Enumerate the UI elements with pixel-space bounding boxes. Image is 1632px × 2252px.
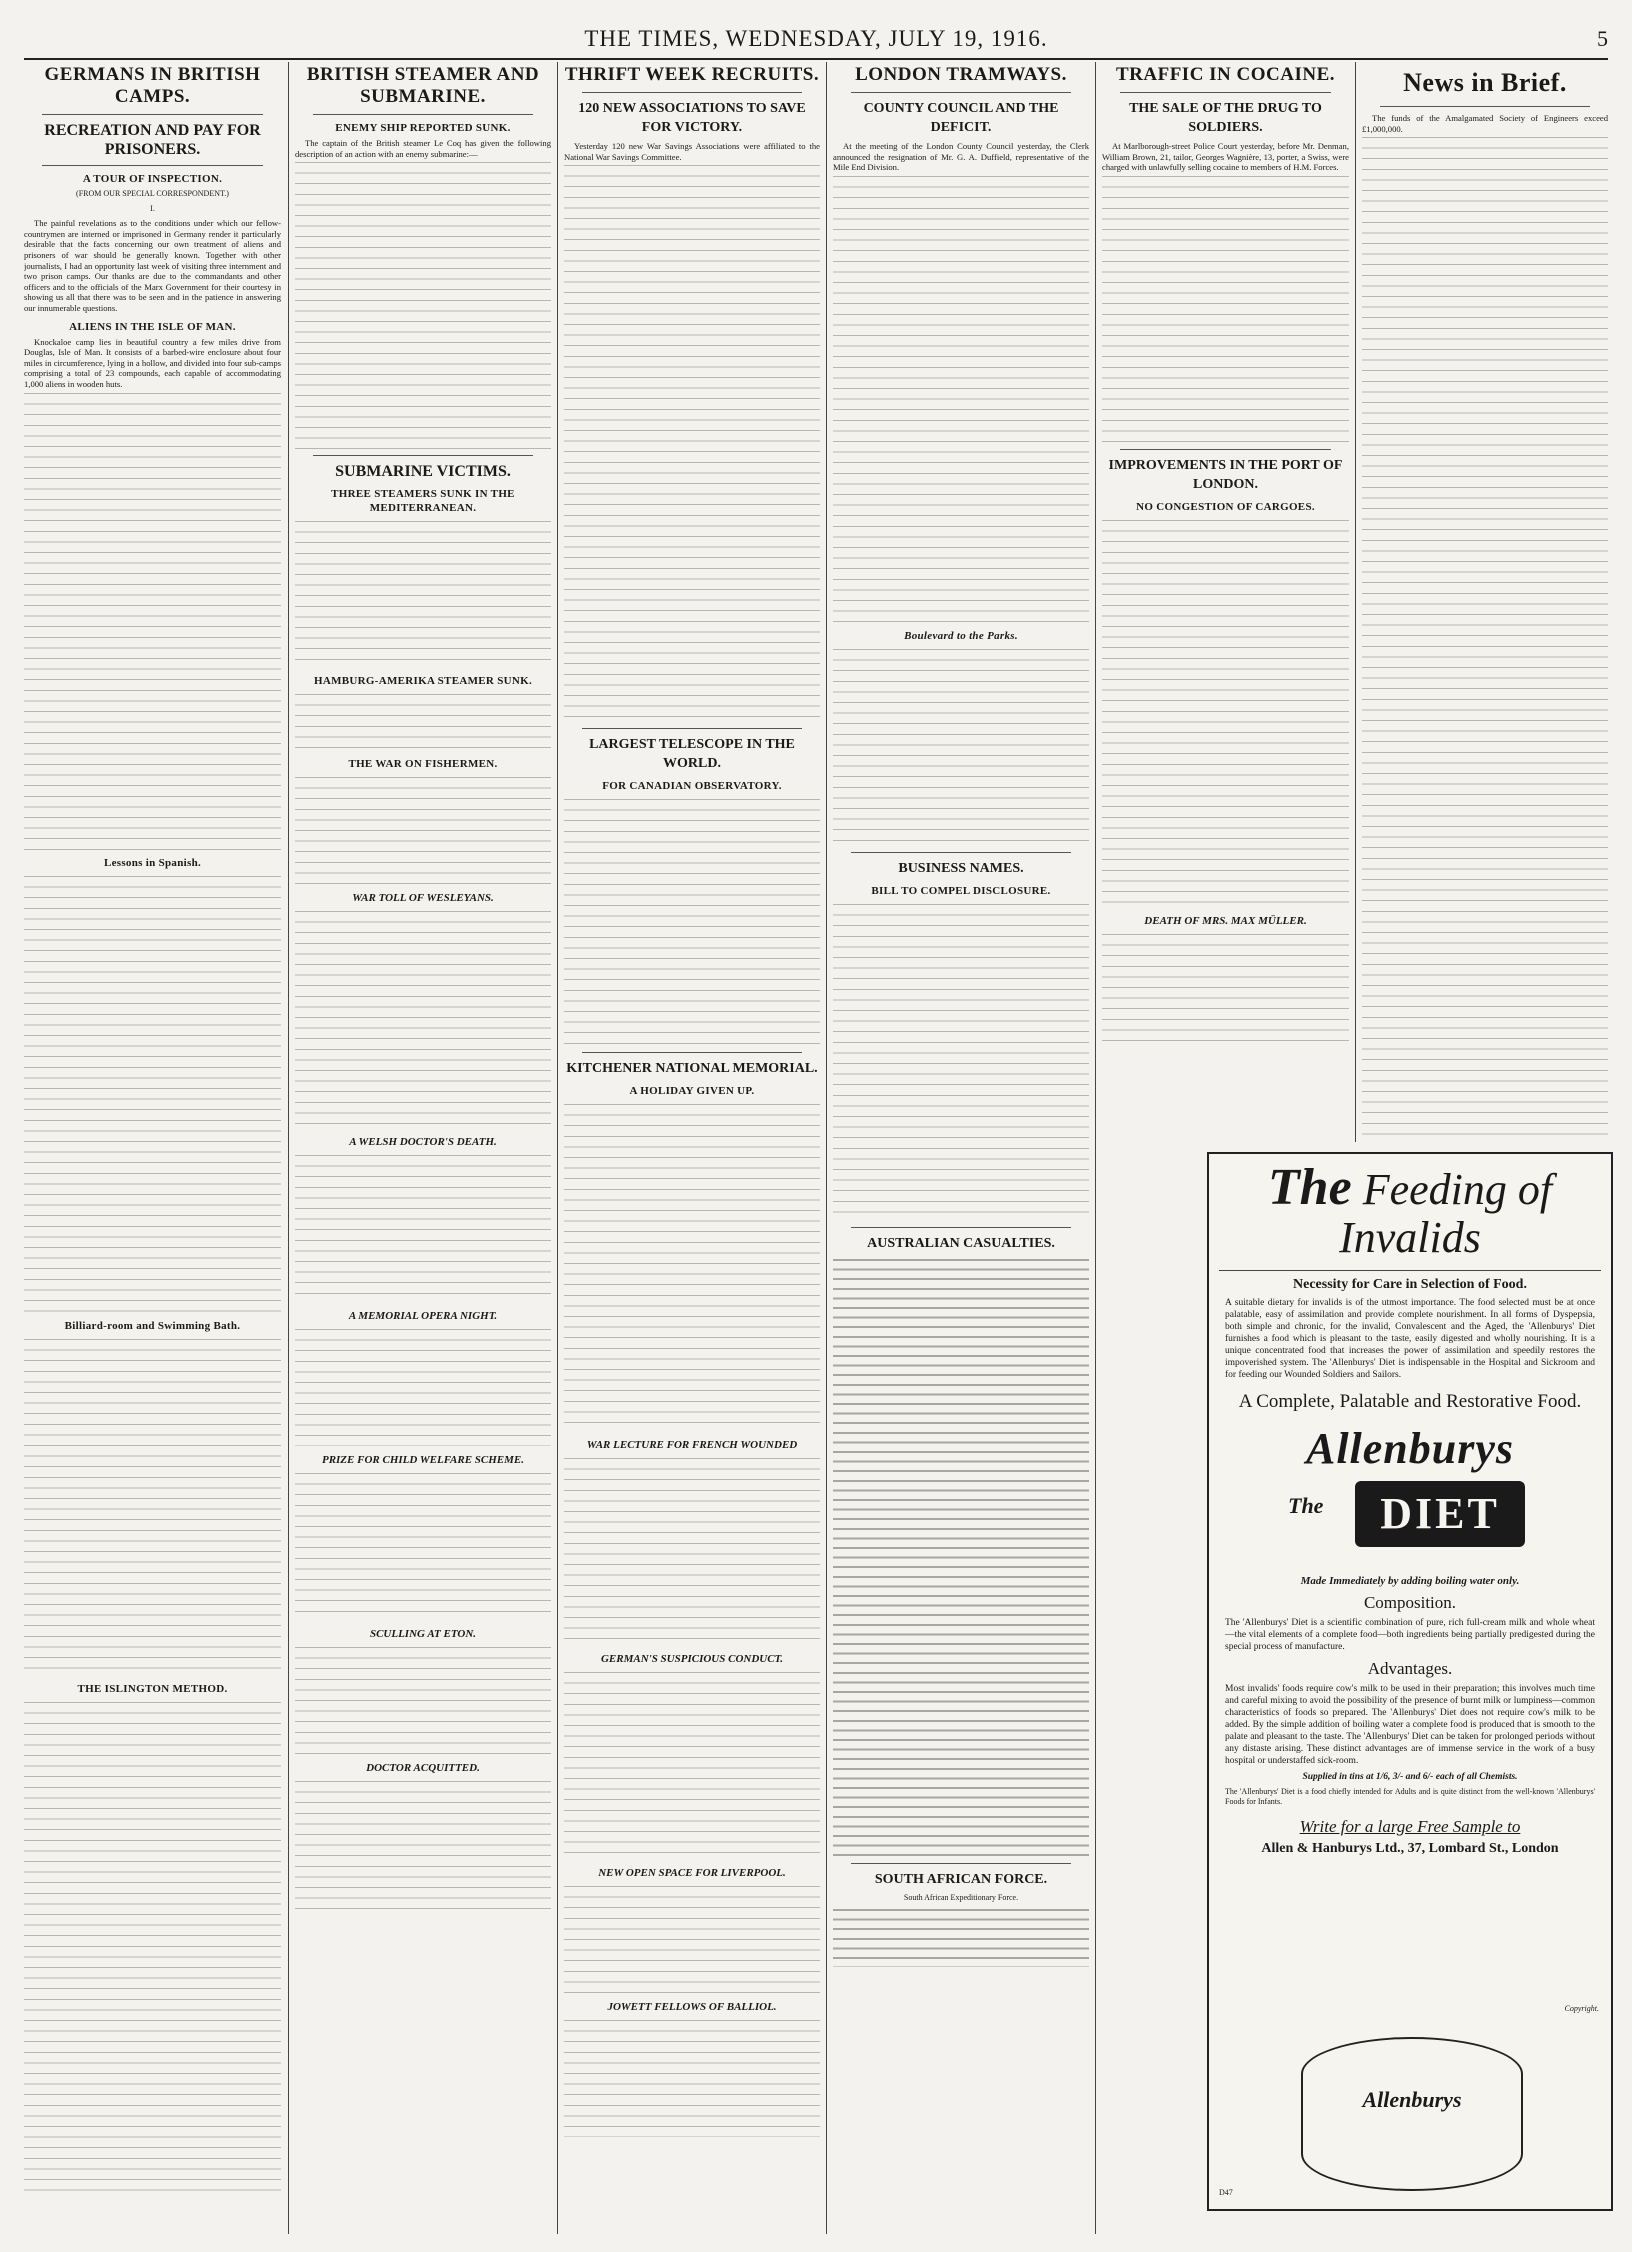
article-paragraph: The captain of the British steamer Le Coq has given the following description of an action with an enemy submarine:— [295, 138, 551, 159]
column-rule [1095, 62, 1096, 2234]
section-heading-boulevard: Boulevard to the Parks. [904, 629, 1018, 642]
column-rule [288, 62, 289, 2234]
part-number: I. [150, 203, 155, 213]
headline-doctor-acquitted: DOCTOR ACQUITTED. [366, 1762, 480, 1775]
headline-sculling: SCULLING AT ETON. [369, 1628, 477, 1641]
ad-address: Allen & Hanburys Ltd., 37, Lombard St., London [1261, 1841, 1559, 1856]
article-paragraph: The funds of the Amalgamated Society of Engineers exceed £1,000,000. [1362, 113, 1608, 134]
article-text-block [24, 1336, 281, 1676]
column-thrift-week [564, 62, 820, 2234]
ad-paragraph: The 'Allenburys' Diet is a scientific combination of pure, rich full-cream milk and whole wheat—the vital elements of a complete food—both ingredients being partially predigested during the special process of manufacture. [1225, 1618, 1595, 1652]
article-text-block [295, 1778, 551, 1918]
column-british-steamer [295, 62, 551, 2234]
article-text-block [564, 1883, 820, 1993]
divider [582, 728, 802, 729]
article-text-block [564, 1455, 820, 1645]
headline-child-welfare: PRIZE FOR CHILD WELFARE SCHEME. [321, 1454, 525, 1467]
headline-opera-night: A MEMORIAL OPERA NIGHT. [348, 1310, 498, 1323]
subheadline-hamburg-amerika: HAMBURG-AMERIKA STEAMER SUNK. [313, 675, 533, 688]
headline-war-lecture: WAR LECTURE FOR FRENCH WOUNDED [586, 1439, 798, 1452]
newspaper-title: THE TIMES, WEDNESDAY, JULY 19, 1916. [584, 26, 1048, 51]
column-rule [1355, 62, 1356, 1142]
ad-headline: A Complete, Palatable and Restorative Food. [1238, 1391, 1582, 1412]
article-text-block [564, 796, 820, 1046]
allenburys-advertisement [1207, 1152, 1613, 2211]
subheadline-county-council: COUNTY COUNCIL AND THE DEFICIT. [863, 101, 1059, 135]
divider [851, 1863, 1071, 1864]
headline-germans-camps: GERMANS IN BRITISH CAMPS. [44, 64, 261, 107]
article-text-block [295, 908, 551, 1128]
article-text-block [295, 774, 551, 884]
ad-tagline: Made Immediately by adding boiling water only. [1300, 1575, 1520, 1587]
divider [851, 852, 1071, 853]
brief-items-block [1362, 134, 1608, 1142]
headline-australian-casualties: AUSTRALIAN CASUALTIES. [867, 1235, 1055, 1251]
ad-advantages-heading: Advantages. [1367, 1659, 1453, 1678]
divider [582, 92, 802, 93]
masthead [0, 22, 1632, 56]
ad-paragraph: Most invalids' foods require cow's milk to be used in their preparation; this involves much time and careful mixing to avoid the possibility of the presence of burnt milk or lumpiness—common characteristics of foods so prepared. The 'Allenburys' Diet does not require cow's milk to be added. By the simple addition of boiling water a complete food is produced that is smooth to the palate and pleasant to the taste. The 'Allenburys' Diet can be taken for prolonged periods without any distaste arising. These distinct advantages are of immense service in the work of a busy hospital or understaffed sick-room. [1225, 1684, 1595, 1766]
headline-south-african-force: SOUTH AFRICAN FORCE. [874, 1871, 1048, 1887]
headline-wesleyans: WAR TOLL OF WESLEYANS. [352, 892, 494, 905]
divider [1380, 106, 1590, 107]
article-paragraph: At the meeting of the London County Council yesterday, the Clerk announced the resignation of Mr. G. A. Duffield, representative of the Mile End Division. [833, 141, 1089, 173]
article-paragraph: Yesterday 120 new War Savings Associations were affiliated to the National War Savings Committee. [564, 141, 820, 162]
headline-news-in-brief: News in Brief. [1403, 68, 1567, 97]
divider [851, 1227, 1071, 1228]
headline-business-names: BUSINESS NAMES. [898, 860, 1024, 876]
headline-german-conduct: GERMAN'S SUSPICIOUS CONDUCT. [600, 1653, 784, 1666]
ad-title-the: The [1267, 1159, 1352, 1216]
article-text-block [833, 901, 1089, 1221]
subheadline-expeditionary-force: South African Expeditionary Force. [903, 1892, 1019, 1902]
divider [1120, 449, 1331, 450]
article-text-block [833, 646, 1089, 846]
ad-title-feeding: Feeding of [1362, 1165, 1553, 1214]
article-paragraph: At Marlborough-street Police Court yesterday, before Mr. Denman, William Brown, 21, tailor, Georges Wagnière, 13, porter, a Swiss, were charged with unlawfully selling cocaine to members of H.M. Forces. [1102, 141, 1349, 173]
article-text-block [564, 2017, 820, 2137]
subheadline-enemy-ship: ENEMY SHIP REPORTED SUNK. [335, 122, 511, 134]
article-paragraph: Knockaloe camp lies in beautiful country a few miles drive from Douglas, Isle of Man. It consists of a barbed-wire enclosure about four miles in circumference, lying in a hollow, and divided into four sub-camps comprising a total of 23 compounds, each capable of accommodating 1,000 aliens in wooden huts. [24, 336, 281, 389]
article-text-block [295, 1470, 551, 1620]
article-text-block [295, 1152, 551, 1302]
article-text-block [564, 1669, 820, 1859]
divider [313, 455, 533, 456]
article-text-block [295, 1326, 551, 1446]
article-paragraph: The painful revelations as to the conditions under which our fellow-countrymen are interned or imprisoned in Germany render it particularly desirable that the facts concerning our own treatment of aliens and prisoners of war should be generally known. Together with other journalists, I had an opportunity last week of visiting three internment and two prison camps. Our thanks are due to the commandants and other officers and to the officials of the Marx Government for their courtesy in showing us all that there was to be seen and in the patience in answering our innumerable questions. [24, 218, 281, 313]
ad-note: The 'Allenburys' Diet is a food chiefly intended for Adults and is quite distinct from the well-known 'Allenburys' Foods for Infants. [1225, 1787, 1595, 1806]
subheadline-no-congestion: NO CONGESTION OF CARGOES. [1136, 500, 1315, 513]
ad-title [1209, 1159, 1611, 1262]
headline-british-steamer: BRITISH STEAMER AND SUBMARINE. [306, 64, 540, 107]
ad-supplied: Supplied in tins at 1/6, 3/- and 6/- each of all Chemists. [1302, 1772, 1518, 1782]
article-text-block [564, 1101, 820, 1431]
headline-open-space: NEW OPEN SPACE FOR LIVERPOOL. [598, 1867, 786, 1880]
ad-code: D47 [1219, 2188, 1233, 2197]
tin-label: Allenburys [1362, 2087, 1462, 2112]
section-heading-islington: THE ISLINGTON METHOD. [77, 1682, 228, 1695]
headline-thrift-week: THRIFT WEEK RECRUITS. [564, 64, 820, 85]
section-heading-aliens: ALIENS IN THE ISLE OF MAN. [69, 320, 236, 333]
article-text-block [295, 1644, 551, 1754]
divider [1120, 92, 1331, 93]
article-text-block [564, 162, 820, 722]
subheadline-fishermen: THE WAR ON FISHERMEN. [348, 758, 498, 771]
logo-diet: DIET [1355, 1481, 1525, 1547]
column-rule [557, 62, 558, 2234]
product-tin-illustration [1301, 2037, 1523, 2191]
divider [582, 1052, 802, 1053]
article-text-block [24, 390, 281, 850]
ad-subtitle: Necessity for Care in Selection of Food. [1219, 1270, 1601, 1293]
article-text-block [24, 873, 281, 1313]
headline-welsh-doctor: A WELSH DOCTOR'S DEATH. [349, 1136, 497, 1149]
headline-max-muller: DEATH OF MRS. MAX MÜLLER. [1144, 914, 1307, 927]
column-germans-in-british-camps [24, 62, 281, 2234]
article-text-block [1102, 173, 1349, 443]
article-text-block [24, 1699, 281, 2199]
subheadline-sale-of-drug: THE SALE OF THE DRUG TO SOLDIERS. [1129, 101, 1322, 135]
headline-submarine-victims: SUBMARINE VICTIMS. [335, 463, 511, 481]
subheadline-recreation: RECREATION AND PAY FOR PRISONERS. [44, 122, 261, 158]
headline-jowett-fellows: JOWETT FELLOWS OF BALLIOL. [607, 2001, 777, 2014]
column-traffic-cocaine [1102, 62, 1349, 1142]
ad-sample-offer: Write for a large Free Sample to [1299, 1817, 1521, 1836]
casualty-list [833, 1257, 1089, 1857]
column-rule [826, 62, 827, 2234]
masthead-rule [24, 58, 1608, 60]
divider [42, 165, 263, 166]
article-text-block [1102, 517, 1349, 907]
ad-copyright: Copyright. [1564, 2004, 1599, 2013]
ad-title-invalids: Invalids [1339, 1213, 1481, 1262]
subheadline-new-associations: 120 NEW ASSOCIATIONS TO SAVE FOR VICTORY. [578, 101, 806, 135]
casualty-list [833, 1907, 1089, 1967]
article-text-block [1102, 931, 1349, 1041]
article-text-block [295, 518, 551, 668]
column-london-tramways [833, 62, 1089, 2234]
subheadline-canadian-observatory: FOR CANADIAN OBSERVATORY. [602, 780, 782, 793]
section-heading-billiard: Billiard-room and Swimming Bath. [64, 1319, 241, 1332]
allenburys-logo [1260, 1419, 1560, 1569]
divider [42, 114, 263, 115]
headline-kitchener-memorial: KITCHENER NATIONAL MEMORIAL. [566, 1061, 818, 1077]
ad-composition-heading: Composition. [1363, 1593, 1457, 1612]
subheadline-three-steamers: THREE STEAMERS SUNK IN THE MEDITERRANEAN. [331, 488, 515, 515]
ad-paragraph: A suitable dietary for invalids is of the utmost importance. The food selected must be at once palatable, easy of assimilation and provide complete nourishment. In all forms of Dyspepsia, both simple and chronic, for the invalid, Convalescent and the Aged, the 'Allenburys' Diet furnishes a food which is pleasant to the taste, easily digested and wholly nourishing. It is a unique concentrated food that increases the power of assimilation and speedily restores the impoverished system. The 'Allenburys' Diet is indispensable in the Hospital and Sickroom and for feeding our Wounded Soldiers and Sailors. [1225, 1298, 1595, 1380]
column-news-in-brief [1362, 62, 1608, 1142]
subheadline-bill: BILL TO COMPEL DISCLOSURE. [871, 884, 1051, 897]
page-number: 5 [1597, 26, 1608, 51]
logo-the: The [1288, 1493, 1324, 1518]
subheadline-holiday: A HOLIDAY GIVEN UP. [629, 1085, 755, 1098]
divider [313, 114, 533, 115]
headline-largest-telescope: LARGEST TELESCOPE IN THE WORLD. [589, 737, 795, 772]
article-text-block [295, 691, 551, 751]
headline-port-of-london: IMPROVEMENTS IN THE PORT OF LONDON. [1108, 457, 1343, 492]
logo-brand: Allenburys [1305, 1424, 1515, 1473]
divider [851, 92, 1071, 93]
headline-traffic-cocaine: TRAFFIC IN COCAINE. [1115, 64, 1336, 85]
byline: (FROM OUR SPECIAL CORRESPONDENT.) [76, 189, 229, 198]
article-text-block [295, 159, 551, 449]
subheadline-tour: A TOUR OF INSPECTION. [82, 173, 223, 185]
headline-london-tramways: LONDON TRAMWAYS. [855, 64, 1067, 85]
section-heading-lessons: Lessons in Spanish. [103, 856, 202, 869]
article-text-block [833, 173, 1089, 623]
